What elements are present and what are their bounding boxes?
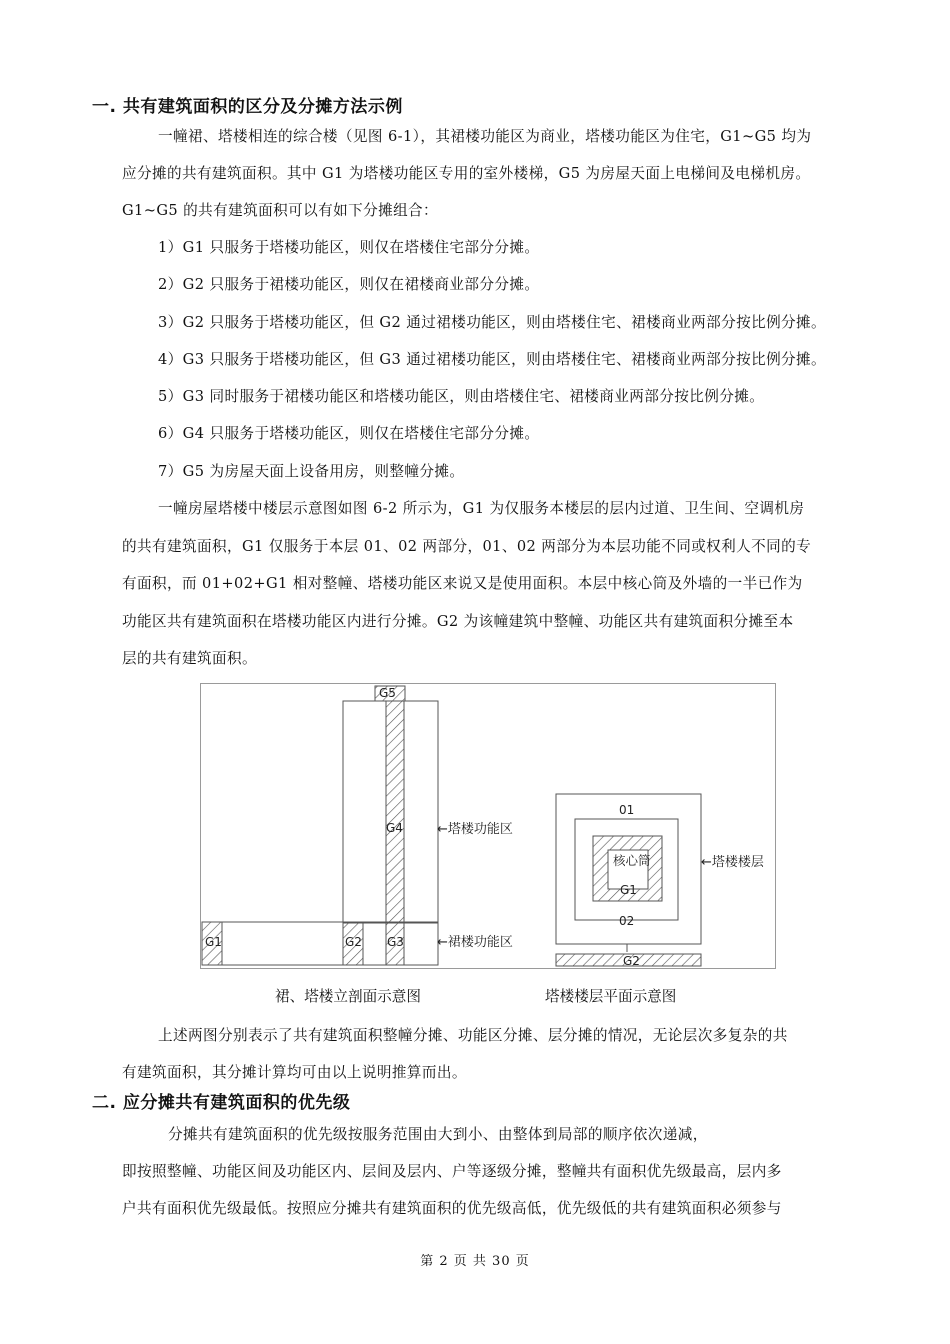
callout-tower-floor: ←塔楼楼层 (701, 855, 764, 870)
list-item: 1）G1 只服务于塔楼功能区，则仅在塔楼住宅部分分摊。 (158, 239, 540, 256)
list-item: 3）G2 只服务于塔楼功能区，但 G2 通过裙楼功能区，则由塔楼住宅、裙楼商业两部分按比例分摊。 (158, 314, 827, 331)
section2-line-2: 即按照整幢、功能区间及功能区内、层间及层内、户等逐级分摊，整幢共有面积优先级最高，层内多 (122, 1163, 782, 1180)
elev-label-g1: G1 (205, 935, 222, 949)
plan-label-g2: G2 (623, 954, 640, 968)
list-item: 6）G4 只服务于塔楼功能区，则仅在塔楼住宅部分分摊。 (158, 425, 540, 442)
section1-heading: 一. 共有建筑面积的区分及分摊方法示例 (92, 97, 403, 117)
caption-elevation: 裙、塔楼立剖面示意图 (275, 988, 421, 1005)
para3-line-2: 有建筑面积，其分摊计算均可由以上说明推算而出。 (122, 1064, 467, 1081)
floor-plan-diagram (556, 794, 701, 966)
list-item: 4）G3 只服务于塔楼功能区，但 G3 通过裙楼功能区，则由塔楼住宅、裙楼商业两部分按比例分摊。 (158, 351, 827, 368)
intro-line-1: 一幢裙、塔楼相连的综合楼（见图 6-1），其裙楼功能区为商业，塔楼功能区为住宅，G1~G5 均为 (158, 128, 812, 145)
figure-drawing (201, 684, 777, 970)
list-item: 7）G5 为房屋天面上设备用房，则整幢分摊。 (158, 463, 465, 480)
plan-label-g1: G1 (620, 883, 637, 897)
intro-line-2: 应分摊的共有建筑面积。其中 G1 为塔楼功能区专用的室外楼梯，G5 为房屋天面上电梯间及电梯机房。 (122, 165, 811, 182)
section2-line-1: 分摊共有建筑面积的优先级按服务范围由大到小、由整体到局部的顺序依次递减， (168, 1126, 708, 1143)
section2-heading: 二. 应分摊共有建筑面积的优先级 (92, 1093, 351, 1113)
intro-line-3: G1~G5 的共有建筑面积可以有如下分摊组合： (122, 202, 439, 219)
para2-line-5: 层的共有建筑面积。 (122, 650, 257, 667)
elev-label-g5: G5 (379, 686, 396, 700)
para2-line-2: 的共有建筑面积，G1 仅服务于本层 01、02 两部分，01、02 两部分为本层功能不同或权利人不同的专 (122, 538, 812, 555)
plan-label-02: 02 (619, 914, 635, 928)
caption-floor-plan: 塔楼楼层平面示意图 (545, 988, 677, 1005)
elev-label-g2: G2 (345, 935, 362, 949)
para2-line-1: 一幢房屋塔楼中楼层示意图如图 6-2 所示为，G1 为仅服务本楼层的层内过道、卫生间、空调机房 (158, 500, 805, 517)
elev-label-g4: G4 (386, 821, 403, 835)
list-item: 2）G2 只服务于裙楼功能区，则仅在裙楼商业部分分摊。 (158, 276, 540, 293)
list-item: 5）G3 同时服务于裙楼功能区和塔楼功能区，则由塔楼住宅、裙楼商业两部分按比例分摊。 (158, 388, 765, 405)
para2-line-3: 有面积，而 01+02+G1 相对整幢、塔楼功能区来说又是使用面积。本层中核心筒及外墙的一半已作为 (122, 575, 803, 592)
callout-tower-zone: ←塔楼功能区 (437, 822, 513, 837)
para2-line-4: 功能区共有建筑面积在塔楼功能区内进行分摊。G2 为该幢建筑中整幢、功能区共有建筑面积分摊至本 (122, 613, 794, 630)
figure-frame (200, 683, 776, 969)
elev-label-g3: G3 (387, 935, 404, 949)
section2-line-3: 户共有面积优先级最低。按照应分摊共有建筑面积的优先级高低，优先级低的共有建筑面积必须参与 (122, 1200, 782, 1217)
plan-label-01: 01 (619, 803, 635, 817)
callout-podium-zone: ←裙楼功能区 (437, 935, 513, 950)
page-footer: 第 2 页 共 30 页 (420, 1254, 530, 1269)
para3-line-1: 上述两图分别表示了共有建筑面积整幢分摊、功能区分摊、层分摊的情况，无论层次多复杂的共 (158, 1027, 788, 1044)
plan-label-core: 核心筒 (613, 853, 651, 868)
